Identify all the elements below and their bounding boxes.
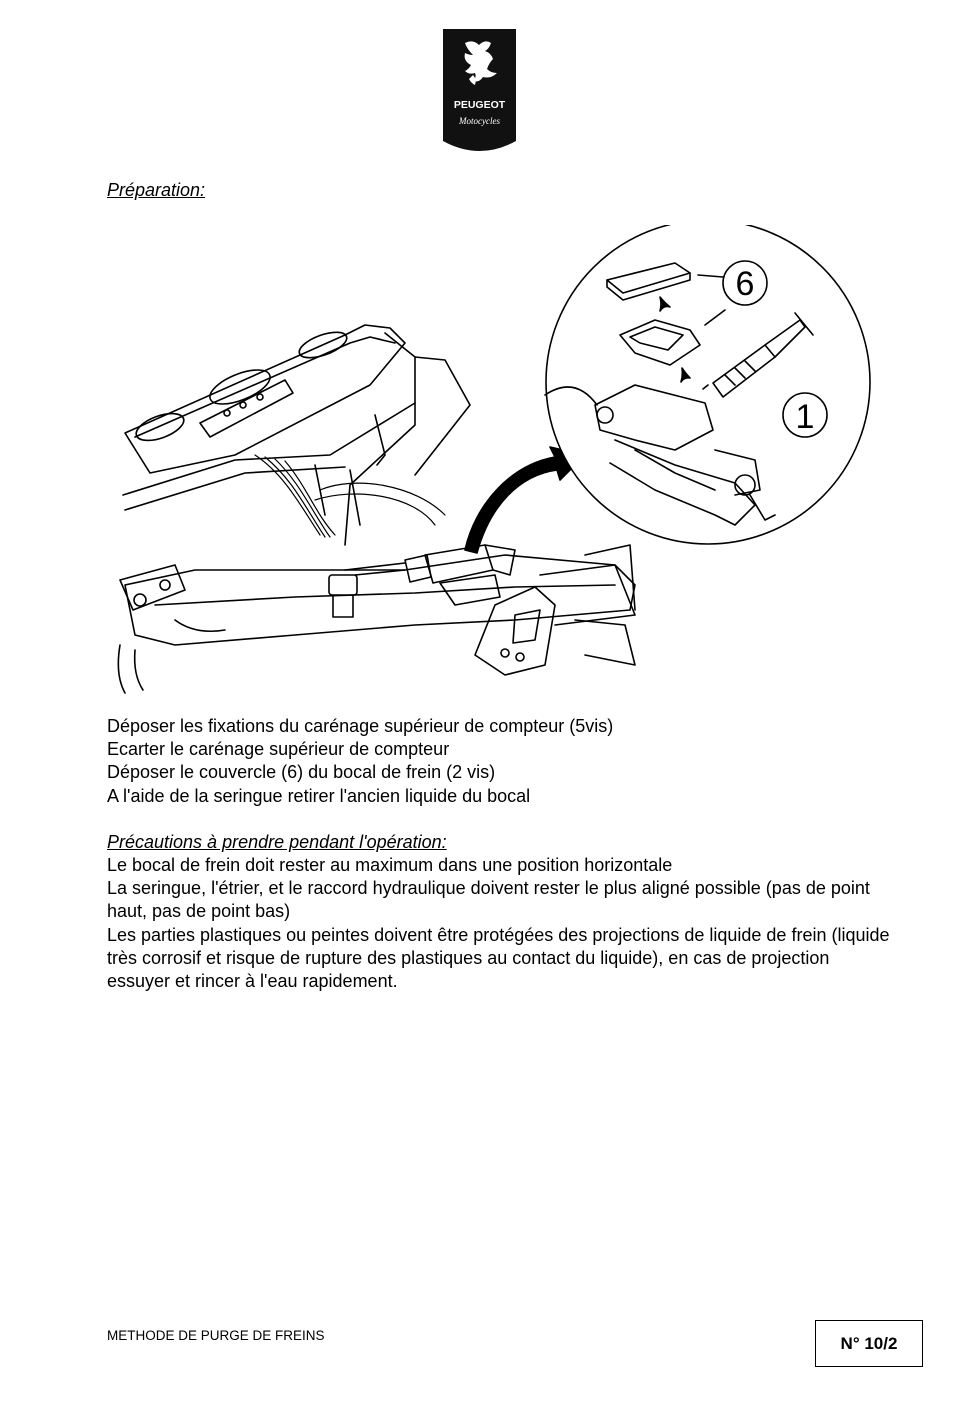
wiring xyxy=(255,455,445,537)
zoom-detail xyxy=(545,225,870,544)
handlebar-brake-illustration xyxy=(115,225,875,695)
document-title: METHODE DE PURGE DE FREINS xyxy=(107,1328,325,1343)
step-line: A l'aide de la seringue retirer l'ancien liquide du bocal xyxy=(107,785,531,806)
precaution-item: Le bocal de frein doit rester au maximum dans une position horizontale xyxy=(107,855,673,875)
precautions-title: Précautions à prendre pendant l'opération: xyxy=(107,832,447,852)
step-line: Déposer les fixations du carénage supérieur de compteur (5vis) xyxy=(107,716,614,736)
page-number-box xyxy=(815,1320,923,1367)
frame xyxy=(315,333,470,545)
instrument-cluster xyxy=(123,325,415,510)
precautions-list xyxy=(107,854,897,993)
steps-list xyxy=(107,715,613,808)
peugeot-logo xyxy=(443,29,516,157)
handlebar xyxy=(125,555,635,645)
logo-brand: PEUGEOT xyxy=(453,99,506,111)
step-line: Ecarter le carénage supérieur de compteur xyxy=(107,739,450,760)
callout-1-label: 1 xyxy=(795,398,815,436)
preparation-title: Préparation: xyxy=(107,180,206,200)
precaution-item: La seringue, l'étrier, et le raccord hydraulique doivent rester le plus aligné possible (pas de point haut, pas de point bas) xyxy=(107,878,870,922)
step-line: Déposer le couvercle (6) du bocal de frein (2 vis) xyxy=(107,762,496,783)
precaution-item: Les parties plastiques ou peintes doivent être protégées des projections de liquide de frein (liquide très corrosif et risque de rupture des plastiques au contact du liquide), en cas de projection essuyer et rincer à l'eau rapidement. xyxy=(107,924,890,992)
logo-subtitle: Motocycles xyxy=(459,116,500,126)
brake-master-cylinder xyxy=(329,545,515,617)
page-number: N° 10/2 xyxy=(840,1333,898,1353)
callout-6-label: 6 xyxy=(735,265,755,303)
